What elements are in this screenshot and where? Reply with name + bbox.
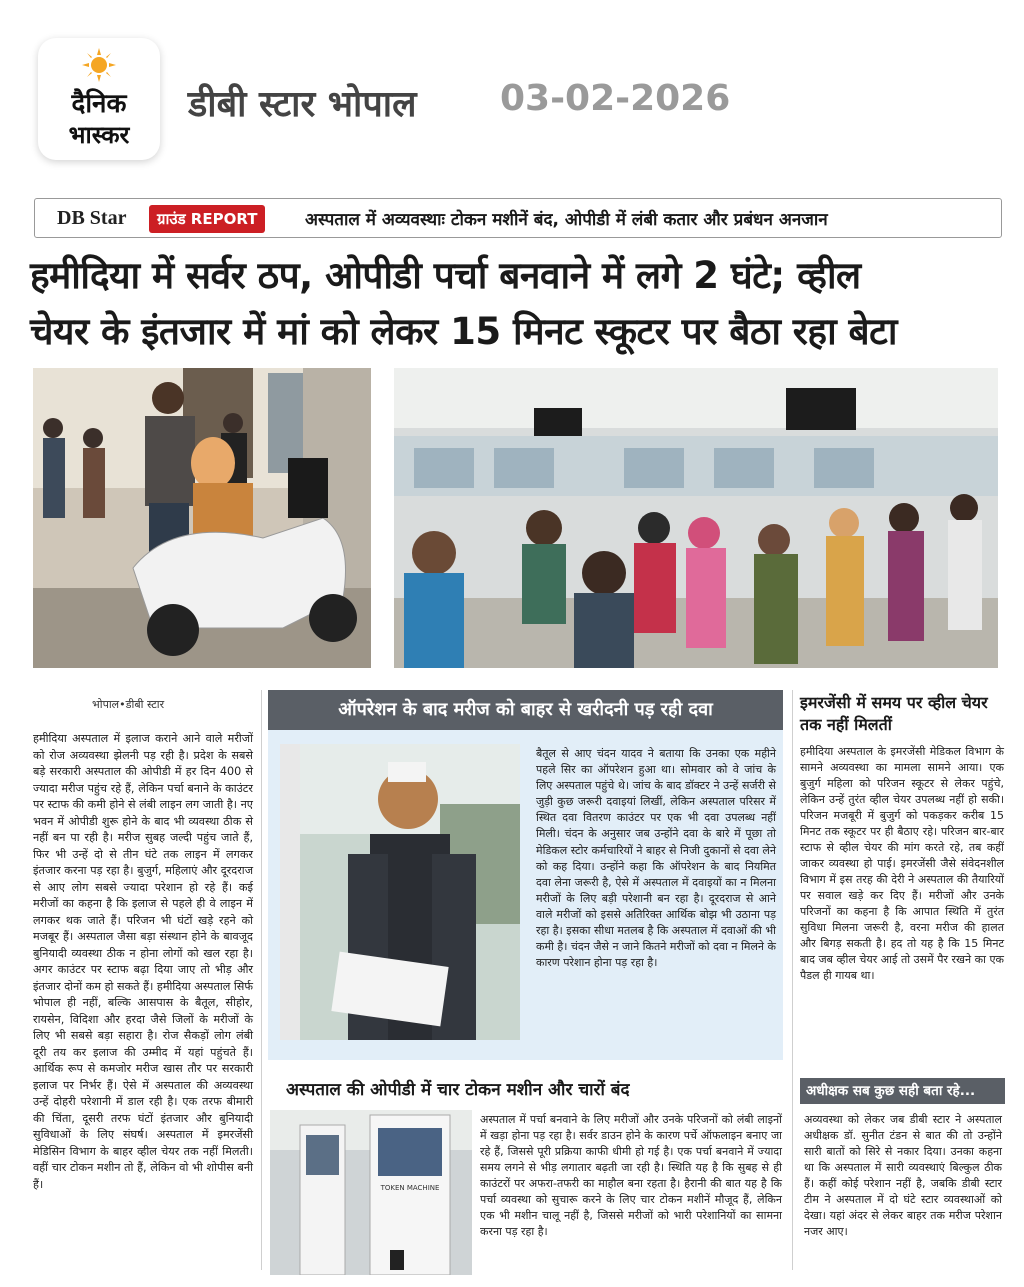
db-star-brand: DB Star	[57, 207, 127, 229]
opd-queue-photo	[394, 368, 998, 668]
superintendent-story-body: अव्यवस्था को लेकर जब डीबी स्टार ने अस्पताल अधीक्षक डॉ. सुनीत टंडन से बात की तो उन्होंने सारी बातों को सिरे से नकार दिया। उनका कहना था कि अस्पताल में सारी व्यवस्थाएं बिल्कुल ठीक हैं। कहीं कोई परेशान नहीं है, जबकि डीबी स्टार टीम ने अस्पताल में दो घंटे स्टार व्यवस्थाओं को देखा। यहां अंदर से लेकर बाहर तक मरीज परेशान नजर आए।	[804, 1113, 1002, 1238]
patient-photo	[280, 744, 520, 1040]
edition-date: 03-02-2026	[500, 78, 731, 119]
dateline: भोपाल•डीबी स्टार	[92, 698, 165, 711]
box-story-heading: ऑपरेशन के बाद मरीज को बाहर से खरीदनी पड़ रही दवा	[268, 690, 783, 730]
headline-line-2: चेयर के इंतजार में मां को लेकर 15 मिनट स्कूटर पर बैठा रहा बेटा	[30, 310, 897, 353]
sun-icon	[82, 48, 116, 82]
ground-report-tag: ग्राउंड REPORT	[149, 205, 265, 233]
emergency-story-body: हमीदिया अस्पताल के इमरजेंसी मेडिकल विभाग के सामने अव्यवस्था का मामला सामने आया। एक बुजुर्ग महिला को परिजन स्कूटर से लेकर पहुंचे, लेकिन उन्हें तुरंत व्हील चेयर उपलब्ध नहीं हो सकी। परिजन मजबूरी में बुजुर्ग को पकड़कर करीब 15 मिनट तक स्कूटर पर ही बैठाए रहे। परिजन बार-बार स्टाफ से व्हील चेयर की मांग करते रहे, तब कहीं जाकर व्यवस्था हो पाई। इमरजेंसी जैसे संवेदनशील विभाग में इस तरह की देरी ने अस्पताल की तैयारियों पर सवाल खड़े कर दिए हैं। मरीजों और उनके परिजनों का कहना है कि आपात स्थिति में तुरंत सुविधा मिलना जरूरी है, वरना मरीज की हालत और बिगड़ सकती है। हद तो यह है कि 15 मिनट बाद जब व्हील चेयर आई तो उसमें पैर रखने का एक पैडल ही गायब था।	[800, 745, 1004, 982]
column-divider	[261, 690, 262, 1270]
logo-text-line1: दैनिक	[71, 89, 127, 119]
story-banner	[34, 198, 1002, 238]
token-machine-photo	[270, 1110, 472, 1275]
token-machine-label: TOKEN MACHINE	[380, 1184, 440, 1192]
token-story-body: अस्पताल में पर्चा बनवाने के लिए मरीजों और उनके परिजनों को लंबी लाइनों में खड़ा होना पड़ रहा है। सर्वर डाउन होने के कारण पर्चे ऑफलाइन बनाए जा रहे हैं, जिससे पूरी प्रक्रिया काफी धीमी हो गई है। एक पर्चा बनवाने में ज्यादा समय लगने से भीड़ लगातार बढ़ती जा रही है। स्थिति यह है कि सुबह से ही काउंटरों पर अफरा-तफरी का माहौल बना रहता है। हैरानी की बात यह है कि पर्चा व्यवस्था को सुचारू करने के लिए चार टोकन मशीनें मौजूद हैं, लेकिन एक भी मशीन चालू नहीं है, जिससे मरीजों को भारी परेशानियों का सामना करना पड़ रहा है।	[480, 1113, 782, 1238]
token-story-heading: अस्पताल की ओपीडी में चार टोकन मशीन और चारों बंद	[286, 1080, 630, 1100]
scooter-photo	[33, 368, 371, 668]
headline-line-1: हमीदिया में सर्वर ठप, ओपीडी पर्चा बनवाने में लगे 2 घंटे; व्हील	[30, 254, 861, 297]
newspaper-logo	[38, 38, 160, 160]
story-kicker: अस्पताल में अव्यवस्थाः टोकन मशीनें बंद, ओपीडी में लंबी कतार और प्रबंधन अनजान	[305, 210, 828, 230]
box-story-body: बैतूल से आए चंदन यादव ने बताया कि उनका एक महीने पहले सिर का ऑपरेशन हुआ था। सोमवार को वे जांच के लिए अस्पताल पहुंचे थे। जांच के बाद डॉक्टर ने उन्हें सर्जरी से जुड़ी कुछ जरूरी दवाइयां लिखीं, लेकिन अस्पताल परिसर में स्थित दवा वितरण काउंटर पर एक भी दवा उपलब्ध नहीं मिली। चंदन के अनुसार जब उन्होंने दवा के बारे में पूछा तो मेडिकल स्टोर कर्मचारियों ने बाहर से निजी दुकानों से दवा लेने को कह दिया। उन्होंने कहा कि ऑपरेशन के बाद नियमित दवा लेना जरूरी है, ऐसे में अस्पताल में दवाइयों का न मिलना मरीजों के लिए बड़ी परेशानी बन रहा है। दूरदराज से आने वाले मरीजों को इससे अतिरिक्त आर्थिक बोझ भी उठाना पड़ रहा है। इसका सीधा मतलब है कि अस्पताल में दवाओं की भी कमी है। चंदन जैसे न जाने कितने मरीजों को दवा न मिलने के कारण परेशान होना पड़ रहा है।	[536, 747, 776, 970]
emergency-heading: इमरजेंसी में समय पर व्हील चेयर तक नहीं मिलतीं	[800, 693, 988, 734]
superintendent-heading: अधीक्षक सब कुछ सही बता रहे...	[800, 1078, 1005, 1104]
edition-title: डीबी स्टार भोपाल	[188, 84, 417, 125]
main-story-body: हमीदिया अस्पताल में इलाज कराने आने वाले मरीजों को रोज अव्यवस्था झेलनी पड़ रही है। प्रदेश के सबसे बड़े सरकारी अस्पताल की ओपीडी में हर दिन 400 से ज्यादा मरीज पहुंच रहे हैं, लेकिन पर्चा बनाने के काउंटर पर स्टाफ की कमी होने से लंबी लाइन लग जाती है। नए भवन में ओपीडी शुरू होने के बाद भी व्यवस्था ठीक से नहीं बन पा रही है। मरीज सुबह जल्दी पहुंच जाते हैं, फिर भी उन्हें दो से तीन घंटे तक लाइन में लगकर इंतजार करना पड़ रहा है। बुजुर्ग, महिलाएं और दूरदराज से आए लोग सबसे ज्यादा परेशान हो रहे हैं। कई मरीजों का कहना है कि इलाज से पहले ही वे लाइन में लगकर थक जाते हैं। परिजन भी घंटों खड़े रहने को मजबूर हैं। अस्पताल जैसा बड़ा संस्थान होने के बावजूद बुनियादी व्यवस्था ठीक न होना लोगों को खल रहा है। अगर काउंटर पर स्टाफ बढ़ा दिया जाए तो भीड़ और इंतजार दोनों कम हो सकते हैं। हमीदिया अस्पताल सिर्फ भोपाल ही नहीं, बल्कि आसपास के बैतूल, सीहोर, रायसेन, विदिशा और हरदा जैसे जिलों के मरीजों के लिए भी सबसे बड़ा सहारा है। रोज सैकड़ों लोग लंबी दूरी तय कर इलाज की उम्मीद में यहां पहुंचते हैं। आर्थिक रूप से कमजोर मरीज खास तौर पर सरकारी इलाज पर निर्भर हैं। ऐसे में अस्पताल की अव्यवस्था उन्हें दोहरी परेशानी में डाल रही है। एक तरफ बीमारी की चिंता, दूसरी तरफ घंटों इंतजार और बुनियादी सुविधाओं के लिए संघर्ष। अस्पताल में इमरजेंसी मेडिसिन विभाग के बाहर व्हील चेयर तक नहीं मिलती। वहीं चार टोकन मशीन तो हैं, लेकिन वो भी शोपीस बनी हैं।	[33, 732, 253, 1191]
main-headline	[30, 248, 1004, 360]
logo-text-line2: भास्कर	[68, 121, 130, 149]
column-divider-right	[792, 690, 793, 1270]
